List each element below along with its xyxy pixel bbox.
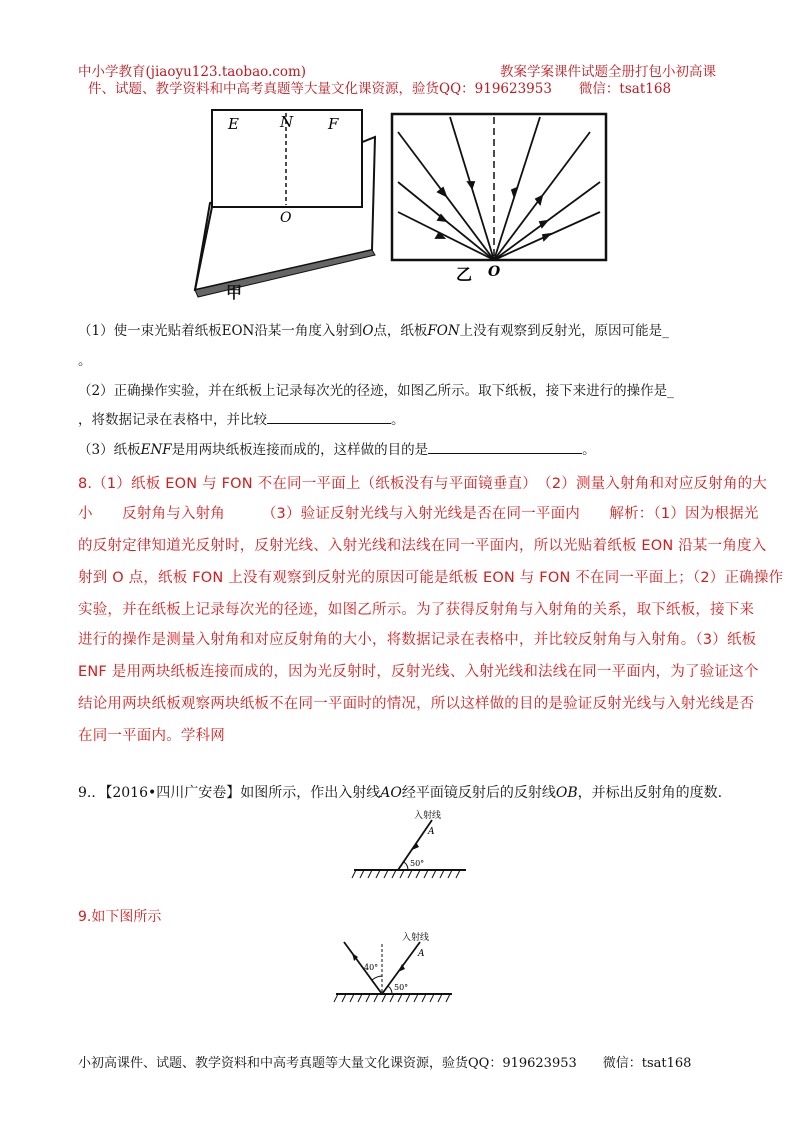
answer-8-line: 的反射定律知道光反射时，反射光线、入射光线和法线在同一平面内，所以光贴着纸板 EON 沿某一角度入 [78,538,767,554]
figure-jia [190,105,380,305]
footer-text: 小初高课件、试题、教学资料和中高考真题等大量文化课资源，验货QQ：919623953 微信：tsat168 [78,1056,692,1071]
label-o-yi: O [488,264,501,280]
answer-8-line: 8.（1）纸板 EON 与 FON 不在同一平面上（纸板没有与平面镜垂直） （2）测量入射角和对应反射角的大 [78,476,768,492]
header-line2: 件、试题、教学资料和中高考真题等大量文化课资源，验货QQ：919623953 微信：tsat168 [88,81,672,97]
answer-8-line: 射到 O 点，纸板 FON 上没有观察到反射光的原因可能是纸板 EON 与 FON 不在同一平面上；（2）正确操作 [78,570,784,586]
label-e: E [228,115,239,133]
ans9-angle-left: 40° [364,963,379,972]
answer-9-text: 9.如下图所示 [78,909,162,925]
answer-8-line: 小 反射角与入射角 （3）验证反射光线与入射光线是否在同一平面内 解析：（1）因为根据光 [78,506,759,522]
header-right: 教案学案课件试题全册打包小初高课 [500,64,716,80]
blank-purpose[interactable] [428,440,582,454]
figure-answer9 [330,930,470,1005]
answer-8-line: ENF 是用两块纸板连接而成的，因为光反射时，反射光线、入射光线和法线在同一平面内，为了验证这个 [78,664,759,680]
ans9-angle-right: 50° [394,983,409,992]
blank-compare[interactable] [267,410,391,424]
q8-part1: （1）使一束光贴着纸板EON沿某一角度入射到O点，纸板FON上没有观察到反射光，原因可能是_ [78,323,669,339]
q8-part3: （3）纸板ENF是用两块纸板连接而成的，这样做的目的是 。 [78,442,596,458]
ans9-label-a: A [418,949,425,959]
q8-part2-line1: （2）正确操作实验，并在纸板上记录每次光的径迹，如图乙所示。取下纸板，接下来进行的操作是_ [78,383,674,399]
q9-label-a: A [428,827,435,837]
answer-8-line: 结论用两块纸板观察两块纸板不在同一平面时的情况，所以这样做的目的是验证反射光线与入射光线是否 [78,696,755,712]
q9-ray-label: 入射线 [414,811,442,821]
answer-8-line: 实验，并在纸板上记录每次光的径迹，如图乙所示。为了获得反射角与入射角的关系，取下纸板，接下来 [78,602,755,618]
ans9-ray-label: 入射线 [402,933,430,943]
label-f: F [328,115,339,133]
label-o: O [280,210,292,226]
figure-yi [390,112,610,287]
header-left: 中小学教育(jiaoyu123.taobao.com) [78,64,307,80]
answer-8-line: 在同一平面内。学科网 [78,728,225,744]
figure-yi-label: 乙 [456,265,473,284]
q9-angle: 50° [410,859,425,868]
label-n: N [280,113,294,131]
figure-q9 [350,808,470,883]
figure-jia-label: 甲 [226,283,243,302]
answer-8-line: 进行的操作是测量入射角和对应反射角的大小，将数据记录在表格中，并比较反射角与入射角。（3）纸板 [78,632,757,648]
q8-part2-line2: ，将数据记录在表格中，并比较 。 [78,412,405,428]
q8-part1-end: 。 [78,353,92,369]
q9-text: 9.．【2016•四川广安卷】如图所示，作出入射线AO经平面镜反射后的反射线OB，并标出反射角的度数. [78,785,723,801]
